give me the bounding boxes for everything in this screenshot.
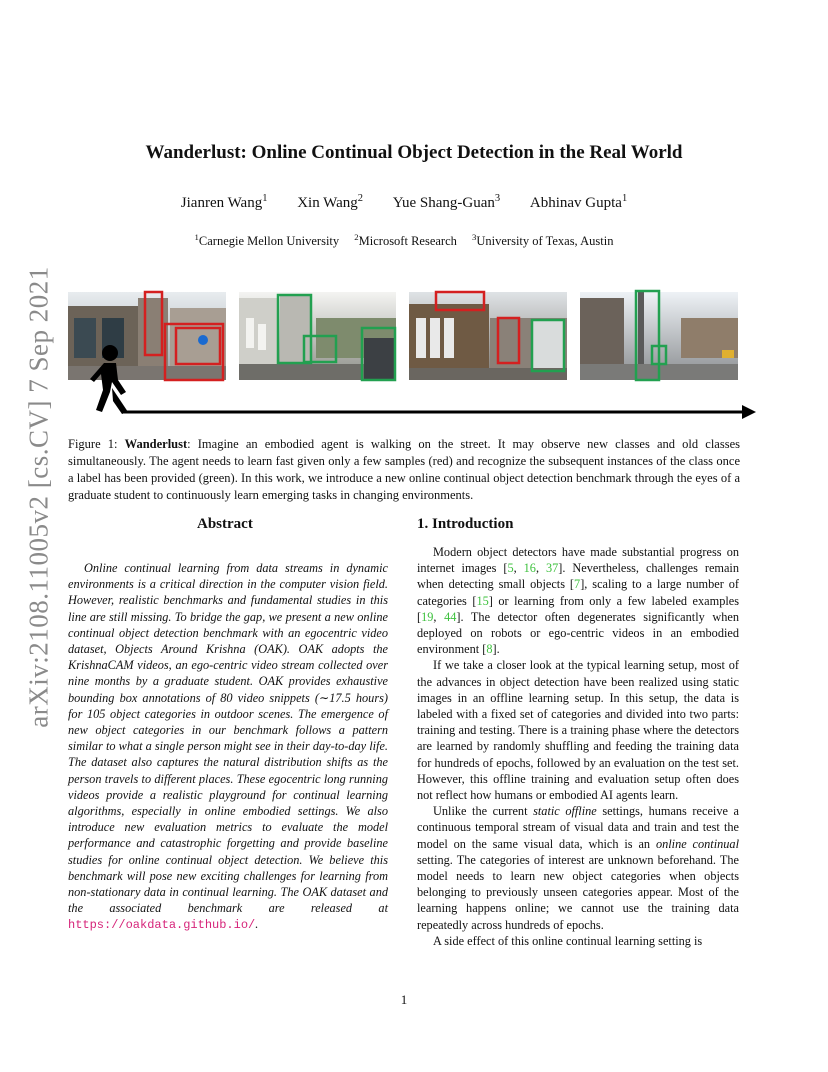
- figure-1-illustration: [66, 288, 766, 420]
- affiliation: $^2$Microsoft Research: [354, 232, 457, 248]
- paper-title: Wanderlust: Online Continual Object Detection in the Real World: [145, 142, 683, 163]
- intro-paragraph-2: If we take a closer look at the typical learning setup, most of the advances in object detection have been realized using static images in an offline learning setup. In this setup, the data is labeled with a fixed set of categories and divided into two parts: training and testing. There is a training phase where the detectors are learned by randomly shuffling and feeding the training data for hundreds of epochs, followed by an evaluation on the test set. However, this offline training and evaluation setup often does not reflect how humans or embodied AI agents learn.: [417, 658, 739, 803]
- video-frame-4: [580, 291, 738, 380]
- author-list: [0, 195, 808, 212]
- author: Jianren Wang$^1$: [180, 193, 268, 211]
- intro-paragraph-4: A side effect of this online continual learning setting is: [433, 933, 703, 948]
- video-frame-2: [239, 292, 396, 380]
- page-number: 1: [400, 992, 408, 1007]
- arxiv-identifier-text: arXiv:2108.11005v2 [cs.CV] 7 Sep 2021: [23, 266, 54, 728]
- video-frame-1: [68, 292, 226, 380]
- citation-link[interactable]: 44: [444, 609, 457, 624]
- citation-link[interactable]: 7: [574, 577, 581, 592]
- author: Xin Wang$^2$: [297, 193, 364, 211]
- timeline-arrow: [124, 405, 756, 419]
- affiliation: $^3$University of Texas, Austin: [472, 232, 614, 248]
- caption-bold: Wanderlust: [124, 437, 188, 451]
- figure-caption: Figure 1: Wanderlust: Imagine an embodied agent is walking on the street. It may observe new classes and old classes simultaneously. The agent needs to learn fast given only a few samples (red) and recognize the subsequent instances of the class once a label has been provided (green). In this work, we introduce a new online continual object detection benchmark through the eyes of a graduate student to continuously learn emerging tasks in changing environments.: [68, 437, 740, 502]
- arxiv-identifier: [14, 266, 64, 728]
- introduction-heading: 1. Introduction: [417, 516, 514, 532]
- author: Yue Shang-Guan$^3$: [392, 193, 501, 211]
- intro-paragraph-1: Modern object detectors have made substantial progress on internet images [5, 16, 37]. Nevertheless, challenges remain when detecting small objects [7], scaling to a large number of categories [15] or learning from only a few labeled examples [19, 44]. The detector often degenerates significantly when deployed on robots or ego-centric videos in an embodied environment [8].: [417, 545, 739, 657]
- affiliation-list: [0, 234, 808, 249]
- video-frame-3: [409, 292, 567, 380]
- citation-link[interactable]: 37: [545, 561, 559, 576]
- dataset-link[interactable]: https://oakdata.github.io/: [68, 918, 256, 933]
- citation-link[interactable]: 15: [476, 593, 489, 608]
- abstract-body: Online continual learning from data streams in dynamic environments is a critical direction in the computer vision field. However, realistic benchmarks and fundamental studies in this line are still missing. To bridge the gap, we present a new online continual object detection benchmark with an egocentric video dataset, Objects Around Krishna (OAK). OAK adopts the KrishnaCAM videos, an ego-centric video stream collected over nine months by a graduate student. OAK provides exhaustive bounding box annotations of 80 video snippets (∼17.5 hours) for 105 object categories in outdoor scenes. The emergence of new object categories in our benchmark follows a pattern similar to what a single person might see in their day-to-day life. The dataset also captures the natural distribution shifts as the person travels to different places. These egocentric long running videos provide a realistic playground for continual learning algorithms, especially in online embodied settings. We also introduce new evaluation metrics to evaluate the model performance and catastrophic forgetting and provide baseline studies for online continual object detection. We believe this benchmark will pose new exciting challenges for learning from non-stationary data in continual learning. The OAK dataset and the associated benchmark are released at https://oakdata.github.io/.: [68, 561, 388, 933]
- citation-link[interactable]: 19: [421, 609, 434, 624]
- introduction-body: [417, 544, 739, 949]
- citation-link[interactable]: 5: [507, 561, 514, 576]
- citation-link[interactable]: 8: [486, 642, 493, 657]
- citation-link[interactable]: 16: [523, 561, 536, 576]
- abstract-heading: Abstract: [197, 516, 253, 532]
- affiliation: $^1$Carnegie Mellon University: [194, 232, 340, 248]
- intro-paragraph-3: Unlike the current static offline settings, humans receive a continuous temporal stream of visual data and train and test the model on the same visual data, which is an online continual setting. The categories of interest are unknown beforehand. The model needs to learn new object categories when objects belonging to previously unseen categories appear. Most of the learning happens online; we cannot use the training data repeatedly across hundreds of epochs.: [417, 804, 739, 932]
- figure-1: [66, 288, 766, 420]
- author: Abhinav Gupta$^1$: [529, 193, 628, 211]
